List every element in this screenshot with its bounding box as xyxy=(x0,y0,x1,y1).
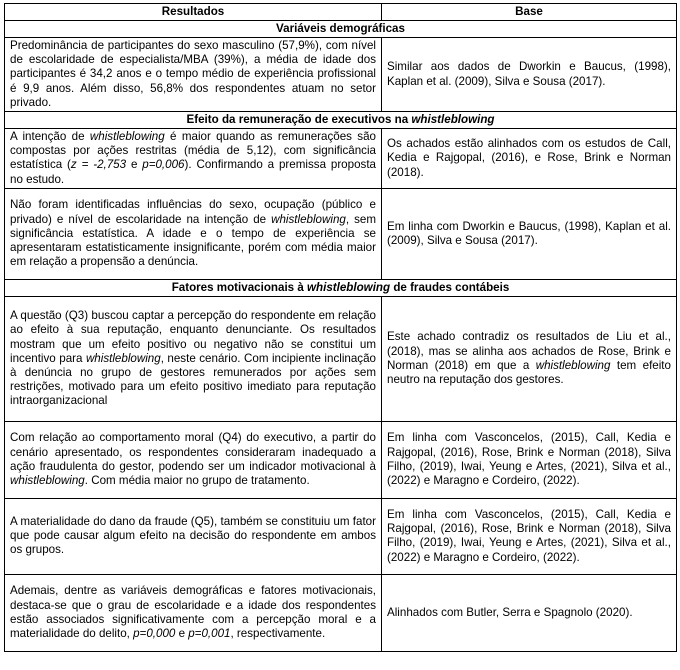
result-cell: A questão (Q3) buscou captar a percepção do respondente em relação ao efeito à sua reputação, enquanto denunciante. Os resultados mostram que um efeito positivo ou negativo não se constitui um incentivo para whistleblowing, neste cenário. Com incipiente inclinação à denúncia no grupo de gestores remunerados por ações sem restrições, motivado para um efeito positivo imediato para reputação intraorganizacional xyxy=(5,296,382,421)
section-row xyxy=(5,21,677,38)
section-title: Efeito da remuneração de executivos na whistleblowing xyxy=(5,112,677,129)
section-title: Fatores motivacionais à whistleblowing de fraudes contábeis xyxy=(5,279,677,296)
table-row xyxy=(5,574,677,651)
section-row xyxy=(5,112,677,129)
result-cell: A materialidade do dano da fraude (Q5), também se constituiu um fator que pode causar algum efeito na decisão do respondente em ambos os grupos. xyxy=(5,498,382,574)
header-row xyxy=(5,4,677,21)
result-cell: Com relação ao comportamento moral (Q4) do executivo, a partir do cenário apresentado, os respondentes consideraram inadequado a ação fraudulenta do gestor, podendo ser um indicador motivacional à whistleblowing. Com média maior no grupo de tratamento. xyxy=(5,421,382,498)
table-row xyxy=(5,38,677,112)
section-title: Variáveis demográficas xyxy=(5,21,677,38)
base-cell: Os achados estão alinhados com os estudos de Call, Kedia e Rajgopal, (2016), e Rose, Brink e Norman (2018). xyxy=(382,129,677,189)
base-cell: Em linha com Dworkin e Baucus, (1998), Kaplan et al. (2009), Silva e Sousa (2017). xyxy=(382,188,677,279)
result-cell: Não foram identificadas influências do sexo, ocupação (público e privado) e nível de escolaridade na intenção de whistleblowing, sem significância estatística. A idade e o tempo de experiência se apresentaram estatisticamente insignificante, porém com média maior em relação a propensão a denúncia. xyxy=(5,188,382,279)
table-row xyxy=(5,296,677,421)
base-cell: Este achado contradiz os resultados de Liu et al., (2018), mas se alinha aos achados de Rose, Brink e Norman (2018) em que a whistleblowing tem efeito neutro na reputação dos gestores. xyxy=(382,296,677,421)
base-cell: Em linha com Vasconcelos, (2015), Call, Kedia e Rajgopal, (2016), Rose, Brink e Norman (2018), Silva Filho, (2019), Iwai, Yeung e Artes, (2021), Silva et al., (2022) e Maragno e Cordeiro, (2022). xyxy=(382,498,677,574)
result-cell: A intenção de whistleblowing é maior quando as remunerações são compostas por ações restritas (média de 5,12), com significância estatística (z = -2,753 e p=0,006). Confirmando a premissa proposta no estudo. xyxy=(5,129,382,189)
result-cell: Predominância de participantes do sexo masculino (57,9%), com nível de escolaridade de especialista/MBA (39%), a média de idade dos participantes é 34,2 anos e o tempo médio de experiência profissional é 9,9 anos. Além disso, 56,8% dos respondentes atuam no setor privado. xyxy=(5,38,382,112)
result-cell: Ademais, dentre as variáveis demográficas e fatores motivacionais, destaca-se que o grau de escolaridade e a idade dos respondentes estão associados significativamente com a percepção moral e a materialidade do delito, p=0,000 e p=0,001, respectivamente. xyxy=(5,574,382,651)
results-table xyxy=(4,3,677,652)
section-row xyxy=(5,279,677,296)
table-row xyxy=(5,421,677,498)
table-row xyxy=(5,188,677,279)
header-results: Resultados xyxy=(5,4,382,21)
header-base: Base xyxy=(382,4,677,21)
base-cell: Similar aos dados de Dworkin e Baucus, (1998), Kaplan et al. (2009), Silva e Sousa (2017). xyxy=(382,38,677,112)
base-cell: Alinhados com Butler, Serra e Spagnolo (2020). xyxy=(382,574,677,651)
table-row xyxy=(5,498,677,574)
base-cell: Em linha com Vasconcelos, (2015), Call, Kedia e Rajgopal, (2016), Rose, Brink e Norman (2018), Silva Filho, (2019), Iwai, Yeung e Artes, (2021), Silva et al., (2022) e Maragno e Cordeiro, (2022). xyxy=(382,421,677,498)
table-row xyxy=(5,129,677,189)
table-body xyxy=(5,21,677,652)
